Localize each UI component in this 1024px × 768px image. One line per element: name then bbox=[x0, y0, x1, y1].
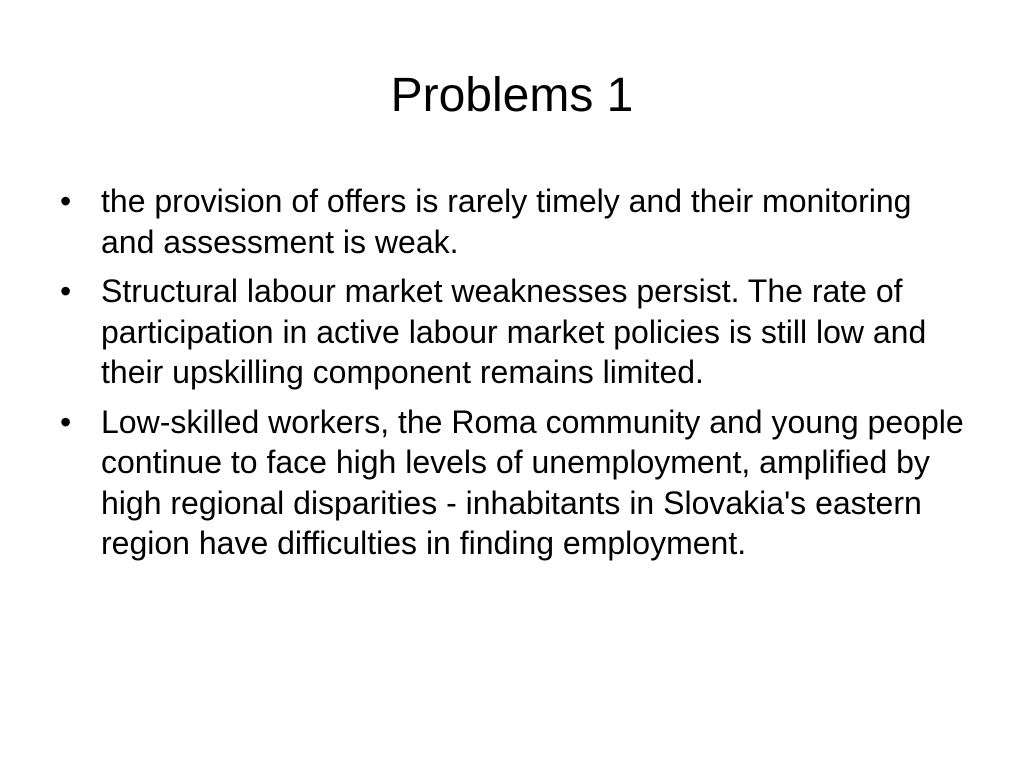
bullet-icon: • bbox=[60, 183, 72, 219]
slide-title: Problems 1 bbox=[390, 69, 634, 122]
bullet-item bbox=[60, 181, 970, 262]
bullet-icon: • bbox=[60, 273, 72, 309]
bullet-text: Structural labour market weaknesses persist. The rate of participation in active labour market policies is still low and their upskilling component remains limited. bbox=[101, 273, 927, 390]
bullet-list bbox=[60, 181, 970, 573]
bullet-text: the provision of offers is rarely timely and their monitoring and assessment is weak. bbox=[101, 183, 912, 260]
bullet-text: Low-skilled workers, the Roma community and young people continue to face high levels of unemployment, amplified by high regional disparities - inhabitants in Slovakia's eastern region have difficulties in finding employment. bbox=[101, 403, 964, 561]
bullet-icon: • bbox=[60, 403, 72, 440]
bullet-item bbox=[60, 402, 970, 564]
bullet-item bbox=[60, 271, 970, 393]
